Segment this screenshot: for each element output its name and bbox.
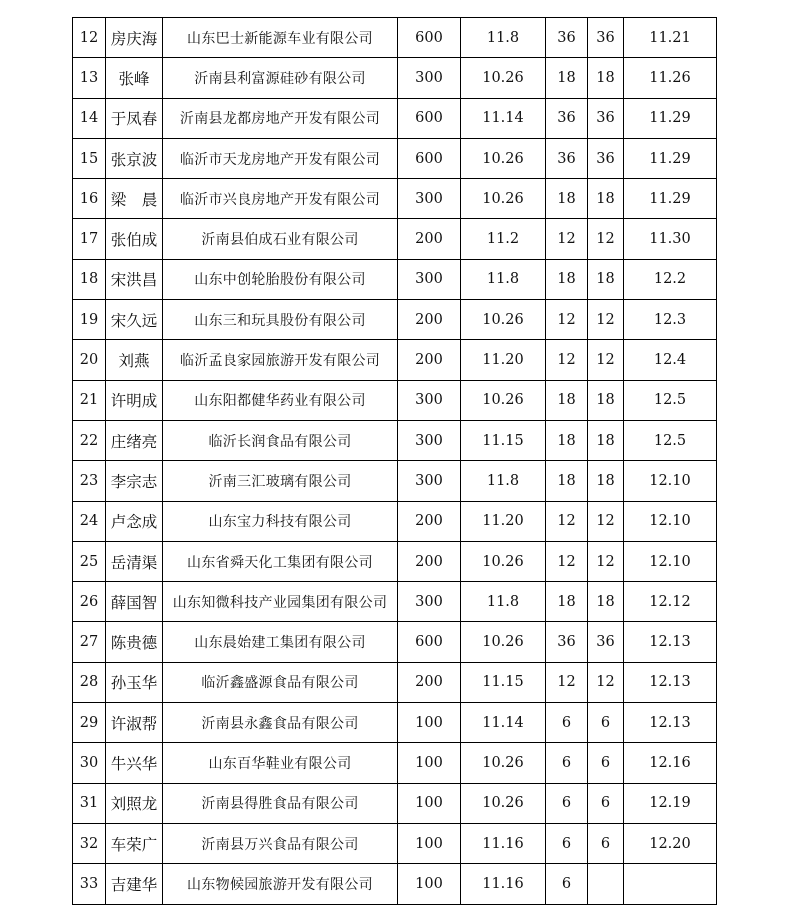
cell-name: 于凤春: [106, 98, 163, 138]
cell-number: 12: [73, 18, 106, 58]
cell-number: 21: [73, 380, 106, 420]
table-row: [73, 783, 717, 823]
cell-amount: 300: [398, 58, 461, 98]
cell-number: 14: [73, 98, 106, 138]
cell-amount: 600: [398, 138, 461, 178]
cell-start-date: 11.20: [461, 340, 546, 380]
cell-start-date: 10.26: [461, 380, 546, 420]
table-row: [73, 138, 717, 178]
cell-end-date: 12.2: [624, 259, 717, 299]
cell-name: 许淑帮: [106, 703, 163, 743]
cell-end-date: [624, 864, 717, 904]
cell-end-date: 12.3: [624, 300, 717, 340]
cell-start-date: 11.15: [461, 420, 546, 460]
cell-end-date: 12.19: [624, 783, 717, 823]
cell-name: 房庆海: [106, 18, 163, 58]
cell-start-date: 11.15: [461, 662, 546, 702]
cell-amount: 300: [398, 582, 461, 622]
cell-col7: 12: [588, 340, 624, 380]
cell-number: 23: [73, 461, 106, 501]
cell-number: 25: [73, 541, 106, 581]
cell-amount: 100: [398, 703, 461, 743]
cell-end-date: 12.16: [624, 743, 717, 783]
cell-col7: 18: [588, 582, 624, 622]
cell-company: 沂南县利富源硅砂有限公司: [163, 58, 398, 98]
cell-number: 26: [73, 582, 106, 622]
cell-col7: 6: [588, 823, 624, 863]
cell-col6: 12: [546, 662, 588, 702]
cell-col6: 6: [546, 743, 588, 783]
cell-amount: 300: [398, 259, 461, 299]
cell-amount: 600: [398, 622, 461, 662]
cell-amount: 200: [398, 501, 461, 541]
cell-company: 临沂市兴良房地产开发有限公司: [163, 179, 398, 219]
cell-end-date: 12.13: [624, 703, 717, 743]
cell-number: 22: [73, 420, 106, 460]
table-row: [73, 58, 717, 98]
cell-name: 刘燕: [106, 340, 163, 380]
cell-col6: 6: [546, 783, 588, 823]
cell-col7: 18: [588, 58, 624, 98]
cell-company: 沂南县得胜食品有限公司: [163, 783, 398, 823]
cell-col6: 18: [546, 58, 588, 98]
table-row: [73, 98, 717, 138]
cell-company: 山东三和玩具股份有限公司: [163, 300, 398, 340]
cell-name: 张伯成: [106, 219, 163, 259]
table-row: [73, 380, 717, 420]
cell-col6: 36: [546, 138, 588, 178]
cell-start-date: 11.2: [461, 219, 546, 259]
cell-amount: 100: [398, 743, 461, 783]
cell-col6: 18: [546, 420, 588, 460]
cell-col6: 6: [546, 703, 588, 743]
table-row: [73, 461, 717, 501]
cell-col7: 12: [588, 300, 624, 340]
cell-name: 宋久远: [106, 300, 163, 340]
cell-number: 13: [73, 58, 106, 98]
cell-amount: 200: [398, 340, 461, 380]
cell-end-date: 12.10: [624, 461, 717, 501]
cell-company: 山东知微科技产业园集团有限公司: [163, 582, 398, 622]
cell-col6: 12: [546, 300, 588, 340]
cell-start-date: 11.8: [461, 18, 546, 58]
cell-col7: 12: [588, 541, 624, 581]
cell-company: 山东宝力科技有限公司: [163, 501, 398, 541]
cell-company: 山东物候园旅游开发有限公司: [163, 864, 398, 904]
table-row: [73, 743, 717, 783]
cell-name: 陈贵德: [106, 622, 163, 662]
cell-company: 沂南县龙都房地产开发有限公司: [163, 98, 398, 138]
cell-name: 吉建华: [106, 864, 163, 904]
cell-number: 31: [73, 783, 106, 823]
cell-company: 沂南三汇玻璃有限公司: [163, 461, 398, 501]
cell-company: 山东中创轮胎股份有限公司: [163, 259, 398, 299]
cell-col7: 6: [588, 783, 624, 823]
cell-amount: 300: [398, 420, 461, 460]
table-row: [73, 420, 717, 460]
cell-start-date: 11.8: [461, 461, 546, 501]
cell-amount: 100: [398, 864, 461, 904]
cell-name: 卢念成: [106, 501, 163, 541]
cell-name: 庄绪亮: [106, 420, 163, 460]
cell-company: 临沂鑫盛源食品有限公司: [163, 662, 398, 702]
cell-end-date: 12.13: [624, 622, 717, 662]
cell-col7: 12: [588, 662, 624, 702]
cell-col6: 18: [546, 179, 588, 219]
cell-number: 19: [73, 300, 106, 340]
cell-start-date: 10.26: [461, 179, 546, 219]
cell-amount: 300: [398, 380, 461, 420]
cell-start-date: 10.26: [461, 300, 546, 340]
table-body: [73, 18, 717, 905]
cell-amount: 200: [398, 662, 461, 702]
cell-amount: 100: [398, 783, 461, 823]
cell-number: 18: [73, 259, 106, 299]
cell-col6: 36: [546, 622, 588, 662]
cell-number: 20: [73, 340, 106, 380]
cell-amount: 300: [398, 461, 461, 501]
cell-number: 27: [73, 622, 106, 662]
cell-end-date: 11.29: [624, 138, 717, 178]
cell-start-date: 10.26: [461, 541, 546, 581]
table-row: [73, 864, 717, 904]
cell-col6: 18: [546, 461, 588, 501]
table-row: [73, 340, 717, 380]
cell-number: 32: [73, 823, 106, 863]
cell-col6: 6: [546, 864, 588, 904]
cell-col6: 18: [546, 582, 588, 622]
cell-number: 24: [73, 501, 106, 541]
cell-number: 28: [73, 662, 106, 702]
cell-start-date: 11.14: [461, 703, 546, 743]
cell-start-date: 10.26: [461, 743, 546, 783]
cell-number: 29: [73, 703, 106, 743]
cell-name: 梁 晨: [106, 179, 163, 219]
cell-amount: 100: [398, 823, 461, 863]
cell-company: 沂南县伯成石业有限公司: [163, 219, 398, 259]
cell-name: 岳清渠: [106, 541, 163, 581]
cell-company: 临沂长润食品有限公司: [163, 420, 398, 460]
cell-col7: 18: [588, 179, 624, 219]
cell-end-date: 11.29: [624, 98, 717, 138]
cell-col6: 12: [546, 219, 588, 259]
cell-end-date: 12.5: [624, 380, 717, 420]
table-row: [73, 662, 717, 702]
cell-company: 临沂孟良家园旅游开发有限公司: [163, 340, 398, 380]
cell-col6: 18: [546, 259, 588, 299]
cell-name: 刘照龙: [106, 783, 163, 823]
table-row: [73, 18, 717, 58]
cell-company: 沂南县万兴食品有限公司: [163, 823, 398, 863]
cell-company: 临沂市天龙房地产开发有限公司: [163, 138, 398, 178]
cell-col6: 36: [546, 98, 588, 138]
cell-name: 孙玉华: [106, 662, 163, 702]
cell-number: 16: [73, 179, 106, 219]
cell-company: 山东晨始建工集团有限公司: [163, 622, 398, 662]
cell-col7: 36: [588, 98, 624, 138]
cell-col6: 36: [546, 18, 588, 58]
cell-name: 李宗志: [106, 461, 163, 501]
cell-start-date: 10.26: [461, 58, 546, 98]
cell-company: 沂南县永鑫食品有限公司: [163, 703, 398, 743]
cell-amount: 200: [398, 541, 461, 581]
table-row: [73, 300, 717, 340]
cell-number: 30: [73, 743, 106, 783]
cell-col7: 36: [588, 18, 624, 58]
cell-company: 山东阳都健华药业有限公司: [163, 380, 398, 420]
cell-col7: 18: [588, 380, 624, 420]
cell-col7: [588, 864, 624, 904]
cell-col7: 18: [588, 420, 624, 460]
cell-col7: 12: [588, 219, 624, 259]
table-row: [73, 823, 717, 863]
cell-col6: 18: [546, 380, 588, 420]
table-row: [73, 501, 717, 541]
table-row: [73, 219, 717, 259]
table-row: [73, 259, 717, 299]
cell-amount: 600: [398, 18, 461, 58]
cell-amount: 600: [398, 98, 461, 138]
cell-name: 车荣广: [106, 823, 163, 863]
cell-name: 张峰: [106, 58, 163, 98]
cell-start-date: 11.20: [461, 501, 546, 541]
cell-end-date: 12.4: [624, 340, 717, 380]
table-row: [73, 582, 717, 622]
cell-start-date: 11.16: [461, 823, 546, 863]
cell-start-date: 10.26: [461, 783, 546, 823]
cell-col6: 12: [546, 541, 588, 581]
cell-col7: 36: [588, 622, 624, 662]
cell-end-date: 11.26: [624, 58, 717, 98]
cell-name: 宋洪昌: [106, 259, 163, 299]
cell-end-date: 11.30: [624, 219, 717, 259]
cell-company: 山东百华鞋业有限公司: [163, 743, 398, 783]
cell-end-date: 12.10: [624, 501, 717, 541]
cell-start-date: 11.8: [461, 259, 546, 299]
data-table: [72, 17, 717, 905]
cell-col7: 6: [588, 743, 624, 783]
cell-col7: 18: [588, 461, 624, 501]
table-row: [73, 541, 717, 581]
cell-end-date: 11.29: [624, 179, 717, 219]
cell-name: 牛兴华: [106, 743, 163, 783]
cell-end-date: 12.20: [624, 823, 717, 863]
cell-number: 33: [73, 864, 106, 904]
cell-name: 张京波: [106, 138, 163, 178]
cell-number: 17: [73, 219, 106, 259]
cell-start-date: 11.16: [461, 864, 546, 904]
cell-company: 山东巴士新能源车业有限公司: [163, 18, 398, 58]
cell-amount: 300: [398, 179, 461, 219]
cell-start-date: 11.8: [461, 582, 546, 622]
cell-col7: 36: [588, 138, 624, 178]
cell-start-date: 10.26: [461, 138, 546, 178]
cell-col7: 6: [588, 703, 624, 743]
cell-name: 许明成: [106, 380, 163, 420]
cell-amount: 200: [398, 219, 461, 259]
cell-amount: 200: [398, 300, 461, 340]
table-row: [73, 622, 717, 662]
cell-col6: 12: [546, 340, 588, 380]
cell-start-date: 10.26: [461, 622, 546, 662]
cell-company: 山东省舜天化工集团有限公司: [163, 541, 398, 581]
cell-number: 15: [73, 138, 106, 178]
cell-end-date: 12.10: [624, 541, 717, 581]
cell-name: 薛国智: [106, 582, 163, 622]
cell-end-date: 12.12: [624, 582, 717, 622]
cell-col6: 12: [546, 501, 588, 541]
cell-col7: 18: [588, 259, 624, 299]
cell-col7: 12: [588, 501, 624, 541]
cell-end-date: 12.13: [624, 662, 717, 702]
cell-col6: 6: [546, 823, 588, 863]
cell-start-date: 11.14: [461, 98, 546, 138]
table-row: [73, 703, 717, 743]
cell-end-date: 12.5: [624, 420, 717, 460]
table-row: [73, 179, 717, 219]
cell-end-date: 11.21: [624, 18, 717, 58]
